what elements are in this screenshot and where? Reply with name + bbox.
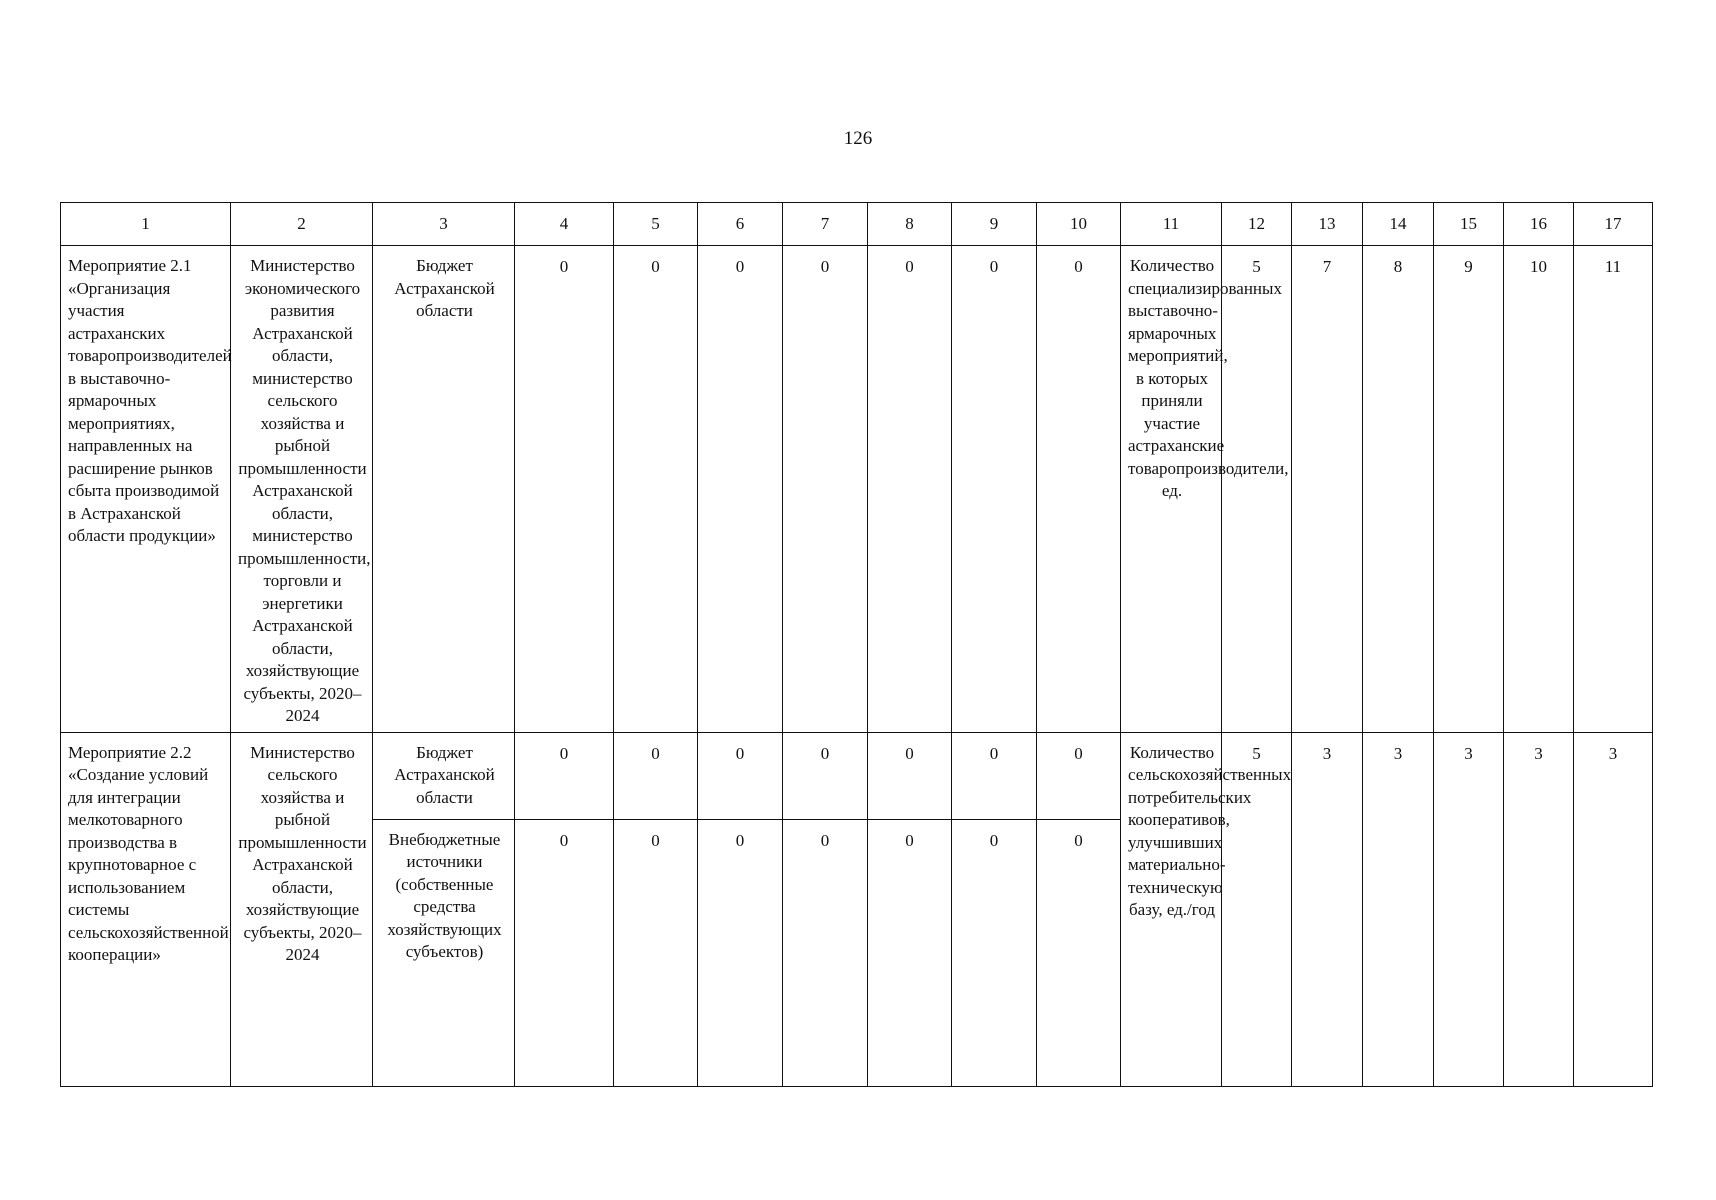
value-cell [1037,732,1121,819]
target-value: 8 [1393,257,1403,276]
column-header: 17 [1574,203,1653,246]
funding-value: 0 [1074,743,1083,763]
column-header: 16 [1504,203,1574,246]
page-number: 126 [843,128,873,149]
column-header: 5 [614,203,698,246]
funding-value: 0 [1074,257,1083,276]
target-cell [1222,732,1292,1086]
executor-cell [231,246,373,733]
funding-source: Бюджет Астраханской области [394,742,495,807]
column-header: 11 [1121,203,1222,246]
funding-source-cell [373,246,515,733]
table-row [61,732,1653,819]
funding-value: 0 [989,743,999,763]
target-value: 10 [1530,257,1547,276]
measure-name-cell [61,732,231,1086]
funding-value: 0 [651,743,660,763]
column-header: 14 [1363,203,1434,246]
funding-source-cell [373,732,515,819]
funding-value: 0 [559,257,569,276]
measures-table [60,202,1653,1087]
column-header: 9 [952,203,1037,246]
value-cell [783,732,868,819]
target-cell [1574,246,1653,733]
target-cell [1504,246,1574,733]
measure-name-cell [61,246,231,733]
indicator-cell [1121,732,1292,1086]
funding-source-cell [373,819,515,1086]
target-value: 3 [1608,743,1618,763]
value-cell [698,819,783,1086]
value-cell [868,819,952,1086]
funding-source: Внебюджетные источники (собственные средства хозяйствующих субъектов) [387,829,502,961]
funding-value: 0 [651,257,660,276]
value-cell [783,246,868,733]
target-value: 3 [1393,743,1403,763]
value-cell [515,732,614,819]
funding-value: 0 [905,830,914,850]
target-cell [1292,732,1363,1086]
target-value: 5 [1252,743,1261,763]
value-cell [515,246,614,733]
column-header: 6 [698,203,783,246]
value-cell [783,819,868,1086]
executor-cell [231,732,373,1086]
indicator-cell [1121,246,1289,733]
target-cell [1363,246,1434,733]
column-header: 1 [61,203,231,246]
target-value: 11 [1604,257,1622,276]
target-cell [1504,732,1574,1086]
funding-value: 0 [820,257,830,276]
target-value: 3 [1534,743,1543,763]
target-cell [1434,732,1504,1086]
target-cell [1574,732,1653,1086]
target-cell [1222,246,1292,733]
indicator-text: Количество сельскохозяйственных потребительских кооперативов, улучшивших материально-техническую базу, ед./год [1128,742,1292,919]
funding-source: Бюджет Астраханской области [394,256,495,320]
column-header: 15 [1434,203,1504,246]
target-cell [1363,732,1434,1086]
column-header: 8 [868,203,952,246]
value-cell [614,732,698,819]
value-cell [698,246,783,733]
header-row [61,203,1653,246]
funding-value: 0 [989,257,999,276]
value-cell [952,819,1037,1086]
funding-value: 0 [559,743,569,763]
funding-value: 0 [735,743,745,763]
column-header: 13 [1292,203,1363,246]
funding-value: 0 [820,830,830,850]
target-value: 3 [1464,743,1473,763]
measure-name: Мероприятие 2.1 «Организация участия астраханских товаропроизводителей в выставочно-ярмарочных мероприятиях, направленных на расширение рынков сбыта производимой в Астраханской области продукции» [68,256,232,545]
column-header: 3 [373,203,515,246]
column-header: 7 [783,203,868,246]
executor-text: Министерство сельского хозяйства и рыбной промышленности Астраханской области, хозяйствующие субъекты, 2020–2024 [238,742,367,964]
column-header: 12 [1222,203,1292,246]
column-header: 10 [1037,203,1121,246]
column-header: 4 [515,203,614,246]
value-cell [868,732,952,819]
target-value: 7 [1322,257,1332,276]
value-cell [952,246,1037,733]
funding-value: 0 [905,743,914,763]
funding-value: 0 [989,830,999,850]
target-value: 5 [1252,257,1261,276]
column-header: 2 [231,203,373,246]
value-cell [515,819,614,1086]
funding-value: 0 [651,830,660,850]
value-cell [1037,819,1121,1086]
funding-value: 0 [820,743,830,763]
value-cell [952,732,1037,819]
funding-value: 0 [735,830,745,850]
value-cell [868,246,952,733]
target-value: 3 [1322,743,1332,763]
indicator-text: Количество специализированных выставочно-ярмарочных мероприятий, в которых приняли участие астраханские товаропроизводители, ед. [1128,256,1289,500]
value-cell [698,732,783,819]
value-cell [614,246,698,733]
target-cell [1434,246,1504,733]
executor-text: Министерство экономического развития Астраханской области, министерство сельского хозяйства и рыбной промышленности Астраханской области, министерство промышленности, торговли и энергетики Астраханской области, хозяйствующие субъекты, 2020–2024 [238,256,371,725]
value-cell [1037,246,1121,733]
target-value: 9 [1464,257,1473,276]
measure-name: Мероприятие 2.2 «Создание условий для интеграции мелкотоварного производства в крупнотоварное с использованием системы сельскохозяйственной кооперации» [68,742,229,964]
funding-value: 0 [1074,830,1083,850]
funding-value: 0 [559,830,569,850]
target-cell [1292,246,1363,733]
value-cell [614,819,698,1086]
table-row [61,246,1653,733]
funding-value: 0 [735,257,745,276]
funding-value: 0 [905,257,914,276]
